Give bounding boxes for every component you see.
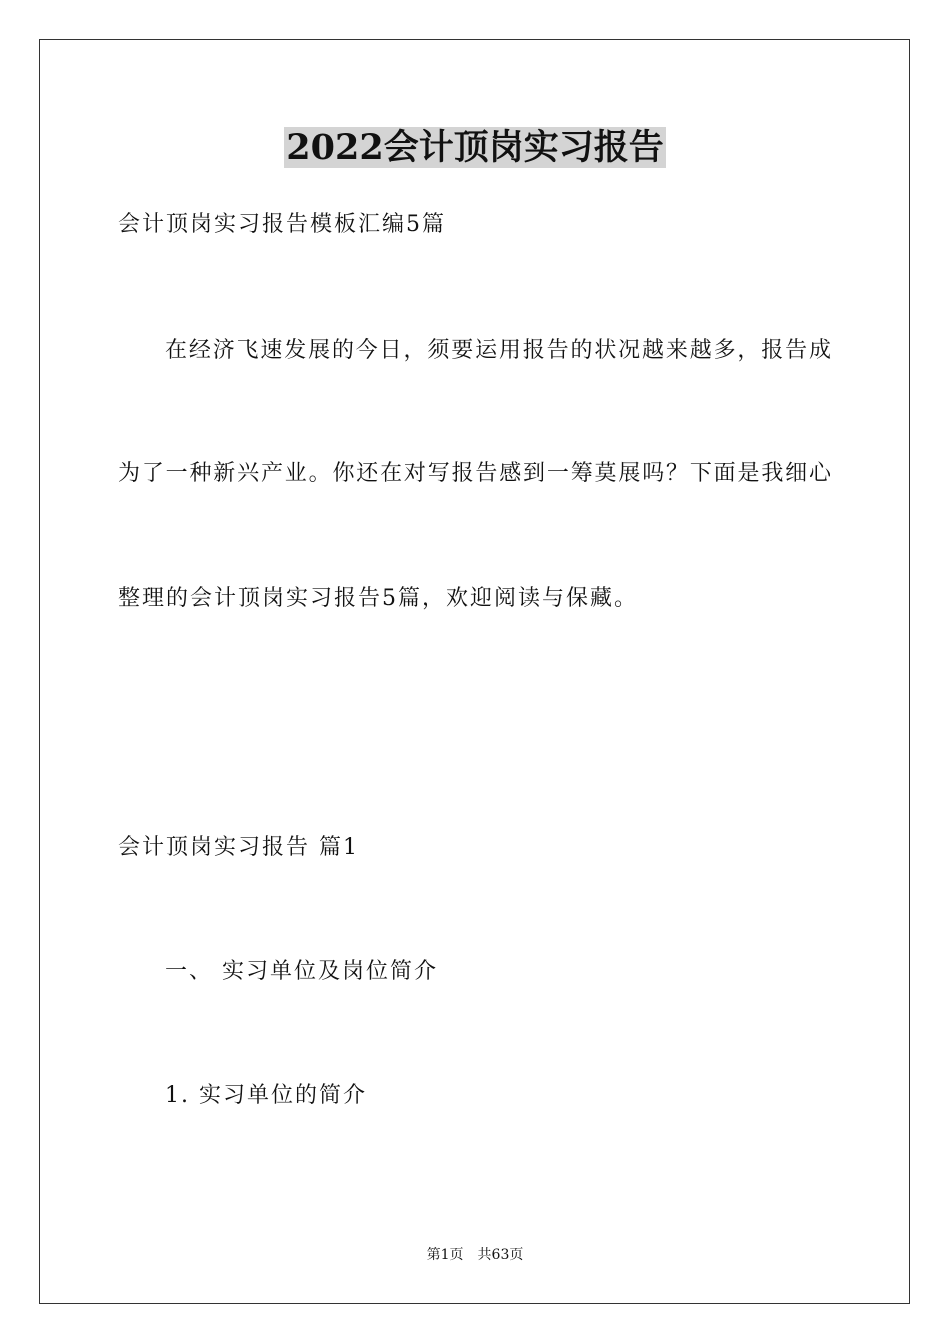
section-heading: 会计顶岗实习报告 篇1: [118, 835, 359, 860]
page-footer: 第1页 共63页: [426, 1247, 524, 1263]
intro-paragraph-line-2: 为了一种新兴产业。你还在对写报告感到一筹莫展吗？下面是我细心: [118, 461, 831, 486]
list-item-heading-2: 1. 实习单位的简介: [165, 1083, 367, 1108]
document-subtitle: 会计顶岗实习报告模板汇编5篇: [118, 212, 446, 237]
intro-paragraph-line-3: 整理的会计顶岗实习报告5篇，欢迎阅读与保藏。: [118, 586, 638, 611]
intro-paragraph-line-1: 在经济飞速发展的今日，须要运用报告的状况越来越多，报告成: [165, 338, 831, 363]
document-title: [0, 126, 950, 170]
document-title-text: 2022会计顶岗实习报告: [286, 127, 664, 168]
list-item-heading-1: 一、 实习单位及岗位简介: [165, 959, 438, 984]
